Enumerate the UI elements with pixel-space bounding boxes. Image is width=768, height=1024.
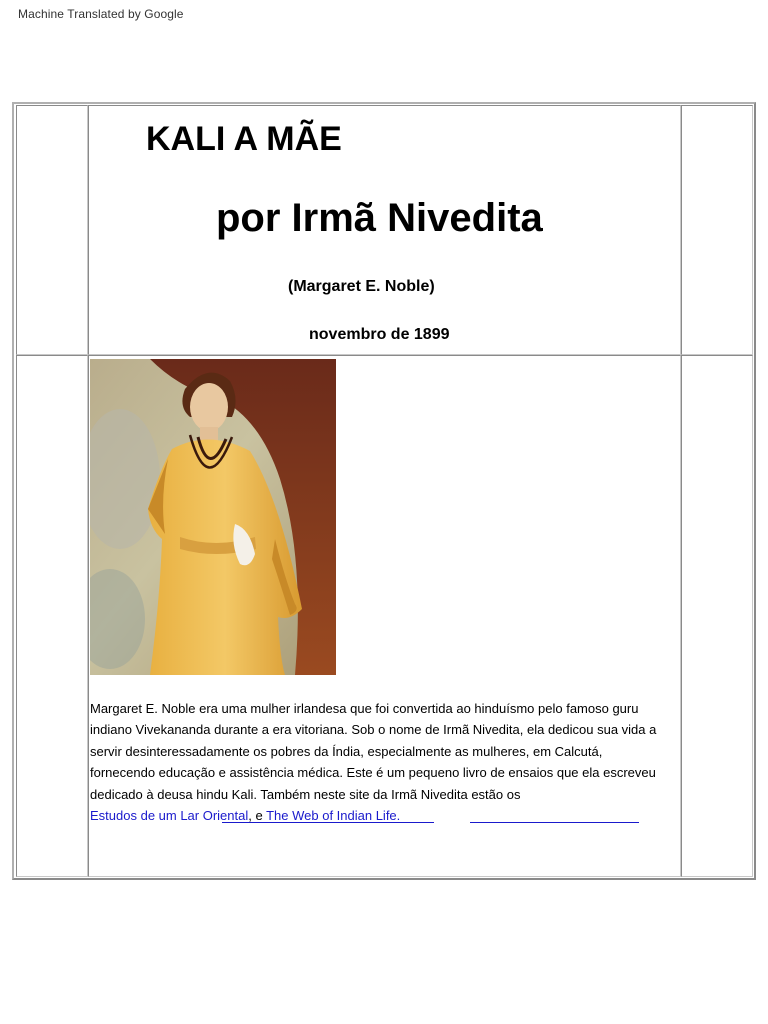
portrait-image bbox=[90, 359, 336, 675]
bio-paragraph bbox=[90, 698, 670, 826]
table-cell-left-bottom bbox=[16, 355, 88, 877]
link-separator: , e bbox=[248, 808, 267, 824]
publication-date: novembro de 1899 bbox=[309, 326, 450, 343]
link-underline bbox=[222, 822, 434, 823]
link-web-of-indian-life[interactable]: The Web of Indian Life. bbox=[266, 808, 401, 824]
author-original-name: (Margaret E. Noble) bbox=[288, 278, 435, 295]
table-cell-right-bottom bbox=[681, 355, 753, 877]
table-cell-right-top bbox=[681, 105, 753, 355]
link-estudos-de-um-lar-oriental[interactable]: Estudos de um Lar Oriental bbox=[90, 808, 249, 824]
bio-text: Margaret E. Noble era uma mulher irlandesa que foi convertida ao hinduísmo pelo famoso guru indiano Vivekananda durante a era vitoriana. Sob o nome de Irmã Nivedita, ela dedicou sua vida a servir desinteressadamente os pobres da Índia, especialmente as mulheres, em Calcutá, fornecendo educação e assistência médica. Este é um pequeno livro de ensaios que ela escreveu dedicado à deusa hindu Kali. Também neste site da Irmã Nivedita estão os bbox=[90, 701, 657, 802]
machine-translation-banner: Machine Translated by Google bbox=[18, 7, 184, 21]
table-cell-left-top bbox=[16, 105, 88, 355]
book-author: por Irmã Nivedita bbox=[216, 196, 543, 240]
link-underline bbox=[470, 822, 639, 823]
book-title: KALI A MÃE bbox=[146, 120, 342, 158]
